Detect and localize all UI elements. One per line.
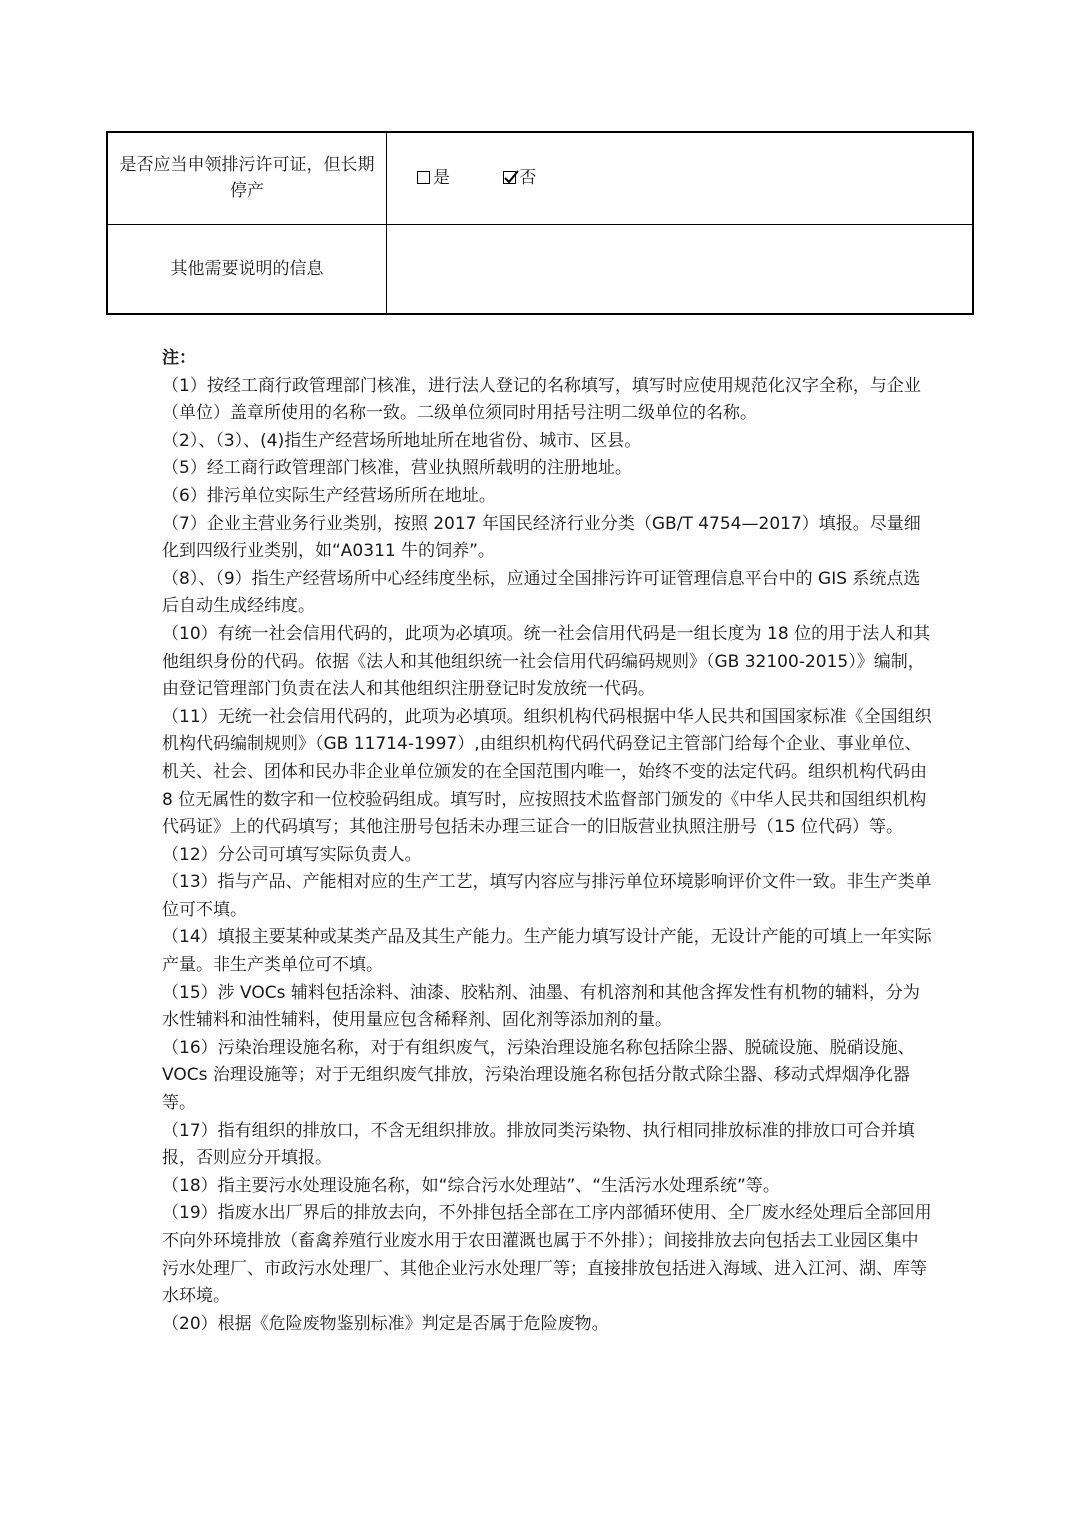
note-item: （8）、（9）指生产经营场所中心经纬度坐标，应通过全国排污许可证管理信息平台中的 GIS 系统点选后自动生成经纬度。 <box>162 568 921 617</box>
note-item: （13）指与产品、产能相对应的生产工艺，填写内容应与排污单位环境影响评价文件一致。非生产类单位可不填。 <box>162 872 932 920</box>
checkbox-no-checked-icon[interactable] <box>503 171 516 184</box>
note-item: （14）填报主要某种或某类产品及其生产能力。生产能力填写设计产能，无设计产能的可填上一年实际产量。非生产类单位可不填。 <box>162 927 932 976</box>
note-item: （12）分公司可填写实际负责人。 <box>162 844 422 865</box>
note-item: （1）按经工商行政管理部门核准，进行法人登记的名称填写，填写时应使用规范化汉字全称，与企业（单位）盖章所使用的名称一致。二级单位须同时用括号注明二级单位的名称。 <box>162 375 921 424</box>
note-item: （15）涉 VOCs 辅料包括涂料、油漆、胶粘剂、油墨、有机溶剂和其他含挥发性有机物的辅料，分为水性辅料和油性辅料，使用量应包含稀释剂、固化剂等添加剂的量。 <box>162 982 920 1031</box>
note-item: （2）、（3）、(4)指生产经营场所地址所在地省份、城市、区县。 <box>162 430 642 451</box>
note-item: （11）无统一社会信用代码的，此项为必填项。组织机构代码根据中华人民共和国国家标准《全国组织机构代码编制规则》（GB 11714-1997）,由组织机构代码代码登记主管部门给每个企业、事业单位、机关、社会、团体和民办非企业单位颁发的在全国范围内唯一，始终不变的法定代码。组织机构代码由 8 位无属性的数字和一位校验码组成。填写时，应按照技术监督部门颁发的《中华人民共和国组织机构代码证》上的代码填写；其他注册号包括未办理三证合一的旧版营业执照注册号（15 位代码）等。 <box>162 706 932 838</box>
other-info-label: 其他需要说明的信息 <box>107 224 387 314</box>
info-table <box>106 131 974 315</box>
note-item: （17）指有组织的排放口，不含无组织排放。排放同类污染物、执行相同排放标准的排放口可合并填报，否则应分开填报。 <box>162 1120 915 1169</box>
note-item: （18）指主要污水处理设施名称，如“综合污水处理站”、“生活污水处理系统”等。 <box>162 1175 780 1196</box>
note-item: （7）企业主营业务行业类别，按照 2017 年国民经济行业分类（GB/T 4754—2017）填报。尽量细化到四级行业类别，如“A0311 牛的饲养”。 <box>162 513 921 562</box>
checkbox-yes-icon[interactable] <box>417 171 430 184</box>
long-term-shutdown-options <box>387 132 974 224</box>
table-row <box>107 132 973 224</box>
notes-title: 注： <box>162 348 196 368</box>
table-row <box>107 224 973 314</box>
note-item: （19）指废水出厂界后的排放去向，不外排包括全部在工序内部循环使用、全厂废水经处理后全部回用不向外环境排放（畜禽养殖行业废水用于农田灌溉也属于不外排）；间接排放去向包括去工业园区集中污水处理厂、市政污水处理厂、其他企业污水处理厂等；直接排放包括进入海域、进入江河、湖、库等水环境。 <box>162 1203 932 1307</box>
option-no-label: 否 <box>519 167 537 188</box>
other-info-value[interactable] <box>387 224 974 314</box>
option-no[interactable] <box>503 165 536 191</box>
notes-section <box>162 345 932 1338</box>
note-item: （10）有统一社会信用代码的，此项为必填项。统一社会信用代码是一组长度为 18 位的用于法人和其他组织身份的代码。依据《法人和其他组织统一社会信用代码编码规则》（GB 32100-2015）》编制，由登记管理部门负责在法人和其他组织注册登记时发放统一代码。 <box>162 623 931 700</box>
option-yes[interactable] <box>417 165 450 191</box>
option-yes-label: 是 <box>433 167 450 188</box>
note-item: （5）经工商行政管理部门核准，营业执照所载明的注册地址。 <box>162 458 632 479</box>
note-item: （6）排污单位实际生产经营场所所在地址。 <box>162 485 496 506</box>
note-item: （20）根据《危险废物鉴别标准》判定是否属于危险废物。 <box>162 1313 609 1334</box>
long-term-shutdown-label: 是否应当申领排污许可证，但长期停产 <box>107 132 387 224</box>
note-item: （16）污染治理设施名称，对于有组织废气，污染治理设施名称包括除尘器、脱硫设施、脱硝设施、VOCs 治理设施等；对于无组织废气排放，污染治理设施名称包括分散式除尘器、移动式焊烟净化器等。 <box>162 1037 915 1114</box>
